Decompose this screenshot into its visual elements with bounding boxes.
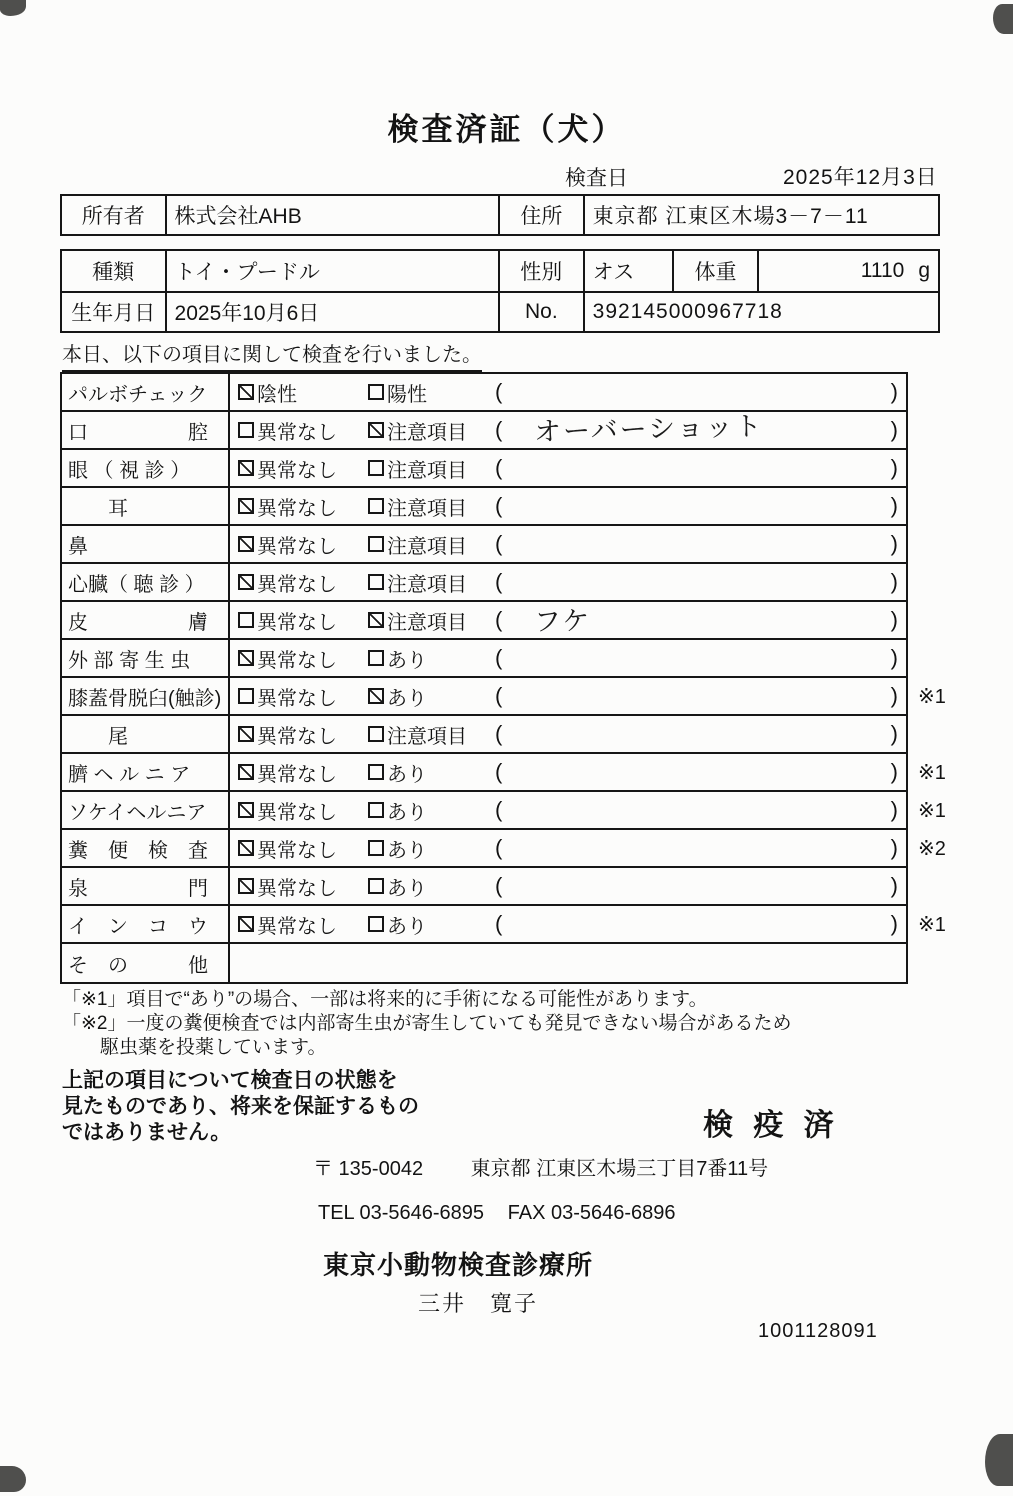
note-zone bbox=[495, 531, 906, 557]
disclaimer-line-3: ではありません。 bbox=[62, 1121, 232, 1144]
no-label: No. bbox=[500, 293, 585, 331]
paren-open: ( bbox=[495, 835, 503, 860]
paren-close: ) bbox=[890, 379, 898, 404]
option-2 bbox=[368, 682, 495, 711]
row-options bbox=[230, 716, 906, 752]
item-label: 外 部 寄 生 虫 bbox=[62, 640, 230, 676]
address-value: 東京都 江東区木場3－7－11 bbox=[592, 205, 869, 228]
option-1-label: 異常なし bbox=[257, 839, 337, 862]
checkbox-icon bbox=[238, 422, 254, 438]
footnote-2-cont: 駆虫薬を投薬しています。 bbox=[100, 1037, 327, 1058]
checkbox-icon bbox=[368, 574, 384, 590]
handwritten-note bbox=[502, 534, 890, 544]
paren-close: ) bbox=[890, 683, 898, 708]
paren-close: ) bbox=[890, 911, 898, 936]
option-1 bbox=[238, 910, 368, 939]
paren-open: ( bbox=[495, 455, 503, 480]
note-zone bbox=[495, 683, 906, 709]
option-2-label: あり bbox=[387, 649, 427, 672]
handwritten-note bbox=[502, 686, 890, 696]
option-1-label: 陰性 bbox=[257, 383, 297, 406]
checkbox-icon bbox=[368, 802, 384, 818]
handwritten-note bbox=[502, 876, 890, 886]
paren-open: ( bbox=[495, 417, 503, 442]
checkbox-icon bbox=[238, 536, 254, 552]
note-zone bbox=[495, 645, 906, 671]
row-options bbox=[230, 526, 906, 562]
row-options bbox=[230, 678, 906, 714]
option-2-label: 注意項目 bbox=[387, 725, 467, 748]
table-row bbox=[62, 678, 946, 716]
inspection-table bbox=[60, 372, 946, 984]
row-options bbox=[230, 602, 906, 638]
quarantine-stamp: 検 疫 済 bbox=[703, 1109, 840, 1142]
table-row bbox=[62, 526, 906, 564]
handwritten-note bbox=[502, 572, 890, 582]
no-value: 392145000967718 bbox=[592, 300, 783, 323]
scan-artifact bbox=[985, 1434, 1013, 1486]
sex-value: オス bbox=[585, 251, 675, 291]
birth-label: 生年月日 bbox=[62, 293, 167, 331]
checkbox-icon bbox=[368, 840, 384, 856]
breed-label: 種類 bbox=[62, 251, 167, 291]
option-1-label: 異常なし bbox=[257, 763, 337, 786]
option-1 bbox=[238, 606, 368, 635]
row-options bbox=[230, 868, 906, 904]
checkbox-icon bbox=[238, 916, 254, 932]
table-row bbox=[62, 906, 946, 944]
birth-value: 2025年10月6日 bbox=[167, 293, 500, 331]
table-row bbox=[62, 830, 946, 868]
checkbox-icon bbox=[368, 422, 384, 438]
paren-close: ) bbox=[890, 645, 898, 670]
paren-close: ) bbox=[890, 797, 898, 822]
note-zone bbox=[495, 911, 906, 937]
item-label: 臍 ヘ ル ニ ア bbox=[62, 754, 230, 790]
paren-open: ( bbox=[495, 607, 503, 632]
note-zone bbox=[495, 797, 906, 823]
option-1 bbox=[238, 682, 368, 711]
option-1 bbox=[238, 454, 368, 483]
option-2-label: 注意項目 bbox=[387, 573, 467, 596]
row-options bbox=[230, 944, 906, 982]
checkbox-icon bbox=[238, 802, 254, 818]
document-code: 1001128091 bbox=[758, 1320, 878, 1342]
option-1 bbox=[238, 644, 368, 673]
item-label: パルボチェック bbox=[62, 374, 230, 410]
option-2-label: 陽性 bbox=[387, 383, 427, 406]
paren-close: ) bbox=[890, 607, 898, 632]
option-2 bbox=[368, 644, 495, 673]
option-2 bbox=[368, 454, 495, 483]
row-options bbox=[230, 830, 906, 866]
clinic-fax: FAX 03-5646-6896 bbox=[507, 1202, 676, 1224]
footnote-mark: ※1 bbox=[918, 762, 946, 784]
paren-open: ( bbox=[495, 911, 503, 936]
checkbox-icon bbox=[238, 764, 254, 780]
option-2 bbox=[368, 758, 495, 787]
note-zone bbox=[495, 601, 906, 640]
option-2-label: あり bbox=[387, 915, 427, 938]
option-2 bbox=[368, 720, 495, 749]
clinic-contact-line bbox=[318, 1202, 676, 1225]
option-2 bbox=[368, 910, 495, 939]
item-label: 糞 便 検 査 bbox=[62, 830, 230, 866]
footnote-mark: ※1 bbox=[918, 686, 946, 708]
row-options bbox=[230, 906, 906, 942]
table-row bbox=[62, 640, 906, 678]
pet-table bbox=[60, 249, 940, 333]
handwritten-note: フケ bbox=[533, 605, 592, 637]
checkbox-icon bbox=[238, 384, 254, 400]
table-row bbox=[62, 602, 906, 640]
row-options bbox=[230, 412, 906, 448]
checkbox-icon bbox=[368, 688, 384, 704]
paren-open: ( bbox=[495, 721, 503, 746]
paren-open: ( bbox=[495, 797, 503, 822]
row-options bbox=[230, 450, 906, 486]
option-2 bbox=[368, 378, 495, 407]
option-1 bbox=[238, 758, 368, 787]
checkbox-icon bbox=[368, 460, 384, 476]
paren-open: ( bbox=[495, 569, 503, 594]
checkbox-icon bbox=[238, 688, 254, 704]
note-zone bbox=[495, 721, 906, 747]
footnote-1: 「※1」項目で“あり”の場合、一部は将来的に手術になる可能性があります。 bbox=[62, 989, 708, 1010]
row-options bbox=[230, 754, 906, 790]
option-1 bbox=[238, 568, 368, 597]
paren-close: ) bbox=[890, 835, 898, 860]
weight-label: 体重 bbox=[674, 251, 759, 291]
paren-open: ( bbox=[495, 531, 503, 556]
breed-value: トイ・プードル bbox=[167, 251, 500, 291]
clinic-name: 東京小動物検査診療所 bbox=[323, 1250, 594, 1280]
clinic-tel: TEL 03-5646-6895 bbox=[318, 1202, 485, 1224]
handwritten-note bbox=[502, 762, 890, 772]
handwritten-note: オーバーショット bbox=[533, 410, 765, 447]
table-row bbox=[62, 488, 906, 526]
handwritten-note bbox=[502, 800, 890, 810]
checkbox-icon bbox=[368, 916, 384, 932]
option-1-label: 異常なし bbox=[257, 725, 337, 748]
paren-close: ) bbox=[890, 531, 898, 556]
option-2 bbox=[368, 568, 495, 597]
note-zone bbox=[495, 873, 906, 899]
paren-open: ( bbox=[495, 379, 503, 404]
footnotes bbox=[62, 988, 792, 1060]
checkbox-icon bbox=[368, 878, 384, 894]
checkbox-icon bbox=[368, 726, 384, 742]
option-1 bbox=[238, 796, 368, 825]
clinic-address-line bbox=[313, 1152, 768, 1181]
checkbox-icon bbox=[238, 574, 254, 590]
option-1 bbox=[238, 872, 368, 901]
checkbox-icon bbox=[368, 650, 384, 666]
item-label: 心臓（ 聴 診 ） bbox=[62, 564, 230, 600]
table-row bbox=[62, 944, 906, 982]
footnote-2: 「※2」一度の糞便検査では内部寄生虫が寄生していても発見できない場合があるため bbox=[62, 1013, 792, 1034]
handwritten-note bbox=[502, 838, 890, 848]
option-2-label: 注意項目 bbox=[387, 459, 467, 482]
table-row bbox=[62, 412, 906, 450]
sex-label: 性別 bbox=[500, 251, 585, 291]
option-1-label: 異常なし bbox=[257, 573, 337, 596]
table-row bbox=[62, 792, 946, 830]
option-1-label: 異常なし bbox=[257, 611, 337, 634]
handwritten-note bbox=[502, 496, 890, 506]
item-label: 口 腔 bbox=[62, 412, 230, 448]
checkbox-icon bbox=[238, 650, 254, 666]
option-1-label: 異常なし bbox=[257, 497, 337, 520]
option-1 bbox=[238, 720, 368, 749]
option-2 bbox=[368, 492, 495, 521]
checkbox-icon bbox=[238, 498, 254, 514]
item-label: 尾 bbox=[62, 716, 230, 752]
checkbox-icon bbox=[238, 878, 254, 894]
paren-open: ( bbox=[495, 873, 503, 898]
weight-unit: g bbox=[918, 259, 930, 282]
paren-close: ) bbox=[890, 455, 898, 480]
note-zone bbox=[495, 411, 906, 450]
paren-close: ) bbox=[890, 759, 898, 784]
paren-open: ( bbox=[495, 493, 503, 518]
handwritten-note bbox=[502, 724, 890, 734]
option-1 bbox=[238, 530, 368, 559]
checkbox-icon bbox=[238, 726, 254, 742]
paren-open: ( bbox=[495, 759, 503, 784]
option-2-label: あり bbox=[387, 877, 427, 900]
option-2 bbox=[368, 834, 495, 863]
option-1-label: 異常なし bbox=[257, 421, 337, 444]
option-2-label: あり bbox=[387, 801, 427, 824]
option-2-label: 注意項目 bbox=[387, 497, 467, 520]
table-row bbox=[62, 716, 906, 754]
item-label: ソケイヘルニア bbox=[62, 792, 230, 828]
postal-code: 〒 135-0042 bbox=[313, 1158, 424, 1180]
disclaimer bbox=[62, 1068, 419, 1146]
inspection-date-value: 2025年12月3日 bbox=[783, 166, 938, 189]
weight-number: 1110 bbox=[860, 259, 905, 282]
intro-text: 本日、以下の項目に関して検査を行いました。 bbox=[62, 338, 482, 372]
scan-artifact bbox=[993, 4, 1013, 34]
checkbox-icon bbox=[368, 384, 384, 400]
option-2 bbox=[368, 796, 495, 825]
handwritten-note bbox=[502, 382, 890, 392]
footnote-mark: ※1 bbox=[918, 914, 946, 936]
checkbox-icon bbox=[238, 840, 254, 856]
owner-label: 所有者 bbox=[62, 196, 167, 234]
item-label: 泉 門 bbox=[62, 868, 230, 904]
option-1 bbox=[238, 492, 368, 521]
option-1 bbox=[238, 834, 368, 863]
row-options bbox=[230, 792, 906, 828]
option-2-label: 注意項目 bbox=[387, 611, 467, 634]
table-row bbox=[62, 450, 906, 488]
footnote-mark: ※2 bbox=[918, 838, 946, 860]
option-2-label: あり bbox=[387, 839, 427, 862]
option-2 bbox=[368, 872, 495, 901]
disclaimer-line-1: 上記の項目について検査日の状態を bbox=[62, 1069, 398, 1092]
paren-open: ( bbox=[495, 683, 503, 708]
row-options bbox=[230, 640, 906, 676]
option-2-label: 注意項目 bbox=[387, 535, 467, 558]
row-options bbox=[230, 488, 906, 524]
owner-value: 株式会社AHB bbox=[167, 196, 500, 234]
item-label: 眼 （ 視 診 ） bbox=[62, 450, 230, 486]
item-label: イ ン コ ウ bbox=[62, 906, 230, 942]
option-2 bbox=[368, 416, 495, 445]
option-1-label: 異常なし bbox=[257, 649, 337, 672]
handwritten-note bbox=[502, 458, 890, 468]
checkbox-icon bbox=[368, 536, 384, 552]
option-2 bbox=[368, 530, 495, 559]
option-2-label: あり bbox=[387, 687, 427, 710]
option-1-label: 異常なし bbox=[257, 801, 337, 824]
clinic-address: 東京都 江東区木場三丁目7番11号 bbox=[470, 1158, 769, 1180]
option-1-label: 異常なし bbox=[257, 535, 337, 558]
owner-table bbox=[60, 194, 940, 236]
option-1-label: 異常なし bbox=[257, 877, 337, 900]
note-zone bbox=[495, 835, 906, 861]
option-1-label: 異常なし bbox=[257, 915, 337, 938]
item-label: 膝蓋骨脱臼(触診) bbox=[62, 678, 230, 714]
footnote-mark: ※1 bbox=[918, 800, 946, 822]
table-row bbox=[62, 754, 946, 792]
page-title: 検査済証（犬） bbox=[387, 112, 626, 147]
paren-open: ( bbox=[495, 645, 503, 670]
inspection-date-label: 検査日 bbox=[565, 167, 628, 190]
option-2 bbox=[368, 606, 495, 635]
veterinarian-name: 三井 寛子 bbox=[418, 1291, 539, 1316]
note-zone bbox=[495, 493, 906, 519]
paren-close: ) bbox=[890, 569, 898, 594]
option-2-label: 注意項目 bbox=[387, 421, 467, 444]
note-zone bbox=[495, 759, 906, 785]
weight-value bbox=[759, 251, 938, 291]
item-label: 鼻 bbox=[62, 526, 230, 562]
paren-close: ) bbox=[890, 873, 898, 898]
item-label: そ の 他 bbox=[62, 944, 230, 982]
table-row bbox=[62, 868, 906, 906]
checkbox-icon bbox=[238, 460, 254, 476]
paren-close: ) bbox=[890, 493, 898, 518]
option-2-label: あり bbox=[387, 763, 427, 786]
handwritten-note bbox=[502, 648, 890, 658]
checkbox-icon bbox=[368, 498, 384, 514]
option-1-label: 異常なし bbox=[257, 687, 337, 710]
item-label: 耳 bbox=[62, 488, 230, 524]
paren-close: ) bbox=[890, 417, 898, 442]
item-label: 皮 膚 bbox=[62, 602, 230, 638]
option-1 bbox=[238, 416, 368, 445]
paren-close: ) bbox=[890, 721, 898, 746]
handwritten-note bbox=[502, 914, 890, 924]
note-zone bbox=[495, 455, 906, 481]
checkbox-icon bbox=[368, 612, 384, 628]
scan-artifact bbox=[0, 1466, 26, 1492]
option-1 bbox=[238, 378, 368, 407]
disclaimer-line-2: 見たものであり、将来を保証するもの bbox=[62, 1095, 419, 1118]
scan-artifact bbox=[0, 0, 26, 16]
address-label: 住所 bbox=[500, 196, 585, 234]
checkbox-icon bbox=[368, 764, 384, 780]
checkbox-icon bbox=[238, 612, 254, 628]
option-1-label: 異常なし bbox=[257, 459, 337, 482]
